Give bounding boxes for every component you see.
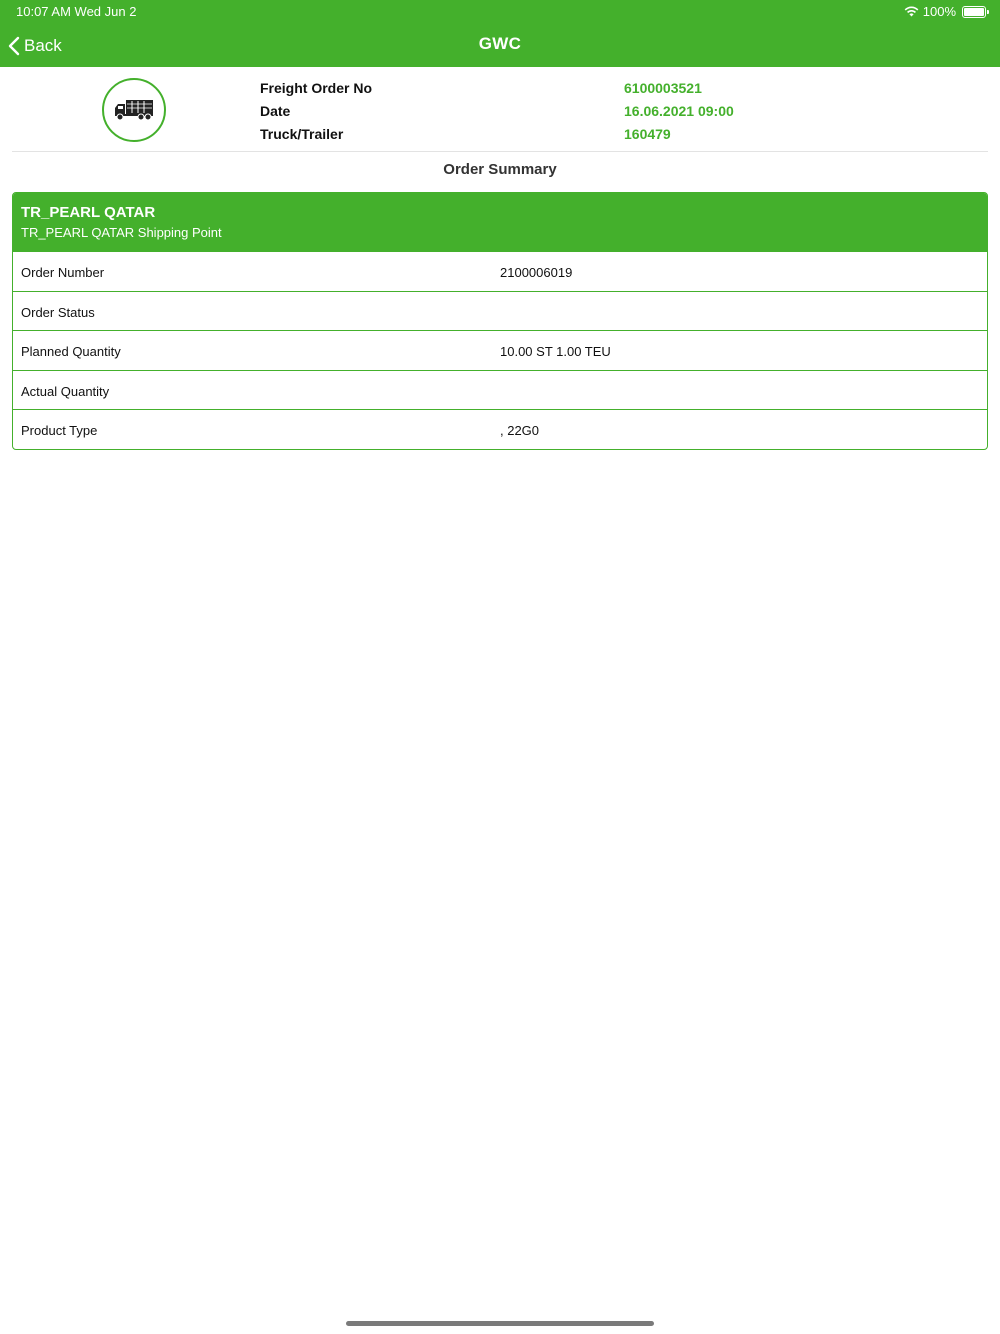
row-label: Planned Quantity <box>21 344 121 360</box>
status-indicators <box>904 4 986 19</box>
truck-trailer-label: Truck/Trailer <box>260 126 344 142</box>
freight-order-value: 6100003521 <box>624 80 702 96</box>
planned-quantity-row <box>13 330 987 370</box>
truck-trailer-value: 160479 <box>624 126 671 142</box>
home-indicator[interactable] <box>346 1321 654 1326</box>
row-value: , 22G0 <box>500 423 540 439</box>
card-subtitle: TR_PEARL QATAR Shipping Point <box>21 225 222 240</box>
section-title: Order Summary <box>443 161 557 178</box>
product-type-row <box>13 409 987 449</box>
card-title: TR_PEARL QATAR <box>21 204 156 221</box>
order-summary-card[interactable] <box>12 192 988 450</box>
truck-icon <box>114 99 154 121</box>
freight-order-label: Freight Order No <box>260 80 373 96</box>
divider <box>12 151 988 152</box>
row-value: 2100006019 <box>500 265 573 280</box>
truck-avatar <box>102 78 166 142</box>
row-value: 10.00 ST 1.00 TEU <box>500 344 611 360</box>
order-status-row <box>13 291 987 331</box>
battery-percent: 100% <box>922 4 956 19</box>
back-label: Back <box>24 36 62 55</box>
date-label: Date <box>260 103 291 119</box>
status-time: 10:07 AM Wed Jun 2 <box>16 4 137 19</box>
card-header <box>13 193 987 251</box>
date-value: 16.06.2021 09:00 <box>624 103 734 119</box>
app-header <box>0 0 1000 67</box>
actual-quantity-row <box>13 370 987 410</box>
wifi-icon <box>904 6 919 17</box>
row-label: Product Type <box>21 423 98 439</box>
row-label: Order Number <box>21 265 105 280</box>
row-label: Order Status <box>21 304 95 320</box>
order-number-row <box>13 251 987 291</box>
row-label: Actual Quantity <box>21 383 110 399</box>
page-title: GWC <box>478 34 522 53</box>
battery-icon <box>962 6 986 18</box>
